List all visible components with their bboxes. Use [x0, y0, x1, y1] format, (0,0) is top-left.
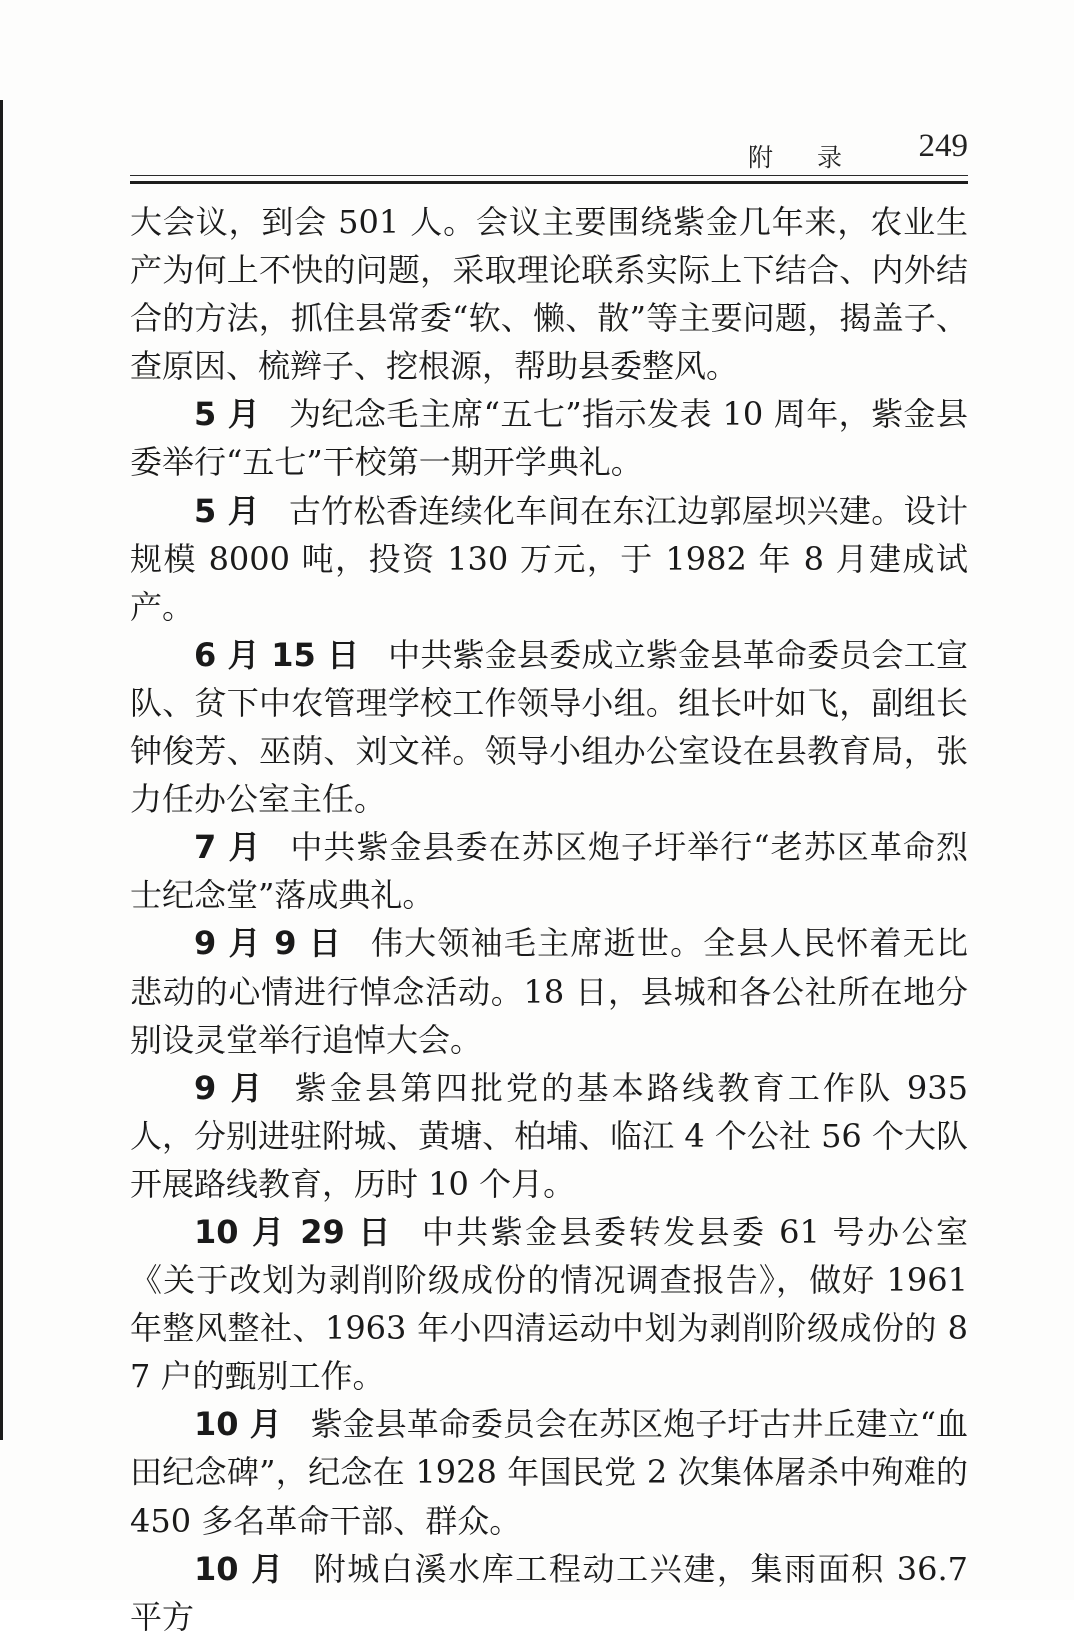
entry-text: 伟大领袖毛主席逝世。全县人民怀着无比悲动的心情进行悼念活动。18 日，县城和各公社所在地分别设灵堂举行追悼大会。	[130, 924, 968, 1059]
entry-paragraph	[130, 198, 968, 390]
entry-text: 紫金县革命委员会在苏区炮子圩古井丘建立“血田纪念碑”，纪念在 1928 年国民党 2 次集体屠杀中殉难的 450 多名革命干部、群众。	[130, 1405, 968, 1540]
entry-date: 5 月	[194, 395, 261, 434]
entry-date: 6 月 15 日	[194, 635, 360, 674]
entry-paragraph	[130, 1064, 968, 1208]
entry-paragraph	[130, 487, 968, 631]
entry-date: 7 月	[194, 828, 262, 867]
entry-text: 大会议，到会 501 人。会议主要围绕紫金几年来，农业生产为何上不快的问题，采取理论联系实际上下结合、内外结合的方法，抓住县常委“软、懒、散”等主要问题，揭盖子、查原因、梳辫子、挖根源，帮助县委整风。	[130, 203, 968, 386]
entry-date: 9 月 9 日	[194, 924, 343, 963]
entry-text: 为纪念毛主席“五七”指示发表 10 周年，紫金县委举行“五七”干校第一期开学典礼。	[130, 395, 968, 482]
scan-edge	[0, 100, 3, 1440]
entry-text: 古竹松香连续化车间在东江边郭屋坝兴建。设计规模 8000 吨，投资 130 万元，于 1982 年 8 月建成试产。	[130, 491, 968, 626]
entry-date: 10 月	[194, 1549, 285, 1588]
running-header	[130, 128, 968, 172]
entry-paragraph	[130, 1208, 968, 1400]
body-text	[130, 198, 968, 1641]
section-title: 附 录	[748, 143, 860, 172]
entry-date: 10 月 29 日	[194, 1212, 393, 1251]
entry-text: 中共紫金县委成立紫金县革命委员会工宣队、贫下中农管理学校工作领导小组。组长叶如飞，副组长钟俊芳、巫荫、刘文祥。领导小组办公室设在县教育局，张力任办公室主任。	[130, 635, 968, 819]
entry-date: 10 月	[194, 1405, 282, 1444]
entry-date: 9 月	[194, 1068, 266, 1107]
entry-date: 5 月	[194, 491, 261, 530]
entry-text: 中共紫金县委转发县委 61 号办公室《关于改划为剥削阶级成份的情况调查报告》，做好 1961 年整风整社、1963 年小四清运动中划为剥削阶级成份的 87 户的甄别工作。	[130, 1212, 968, 1396]
header-rule-thin	[130, 175, 968, 176]
entry-paragraph	[130, 1545, 968, 1641]
entry-text: 紫金县第四批党的基本路线教育工作队 935 人，分别进驻附城、黄塘、柏埔、临江 4 个公社 56 个大队开展路线教育，历时 10 个月。	[130, 1068, 968, 1203]
entry-paragraph	[130, 823, 968, 919]
entry-text: 中共紫金县委在苏区炮子圩举行“老苏区革命烈士纪念堂”落成典礼。	[130, 828, 968, 915]
entry-paragraph	[130, 631, 968, 823]
header-rule-thick	[130, 181, 968, 184]
page-number: 249	[918, 128, 968, 164]
entry-paragraph	[130, 390, 968, 486]
entry-paragraph	[130, 919, 968, 1063]
entry-paragraph	[130, 1400, 968, 1544]
entry-text: 附城白溪水库工程动工兴建，集雨面积 36.7 平方	[130, 1549, 968, 1636]
